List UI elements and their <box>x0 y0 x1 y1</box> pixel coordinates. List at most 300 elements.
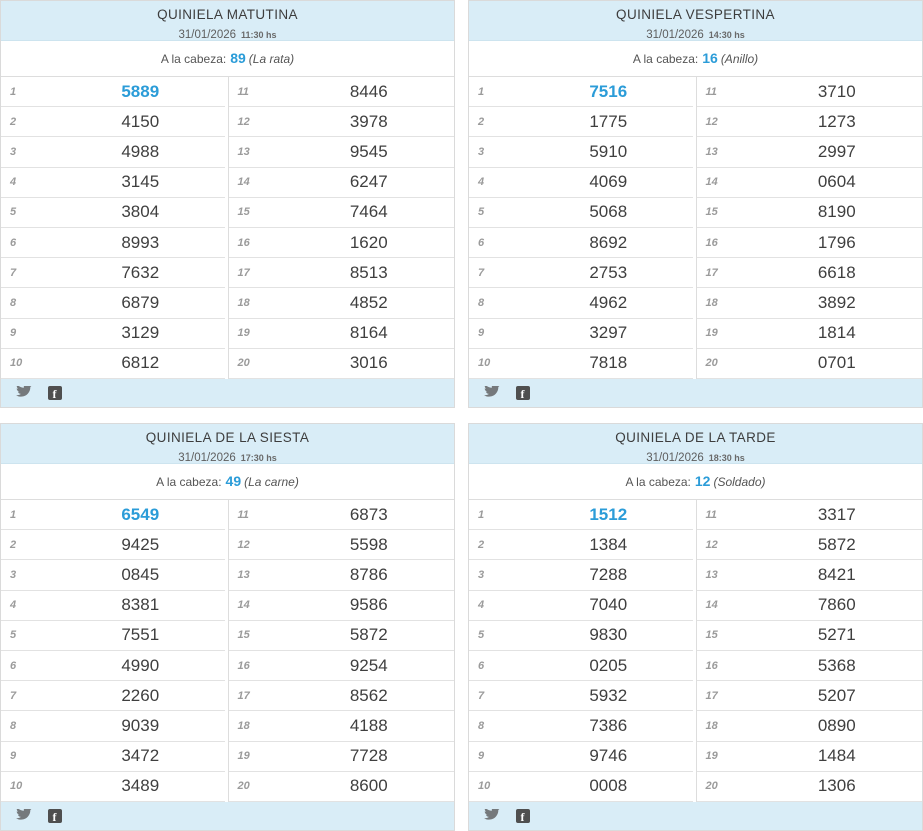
position-label: 13 <box>705 568 718 581</box>
position-label: 20 <box>705 780 718 793</box>
table-row <box>469 681 693 711</box>
draw-number: 1484 <box>817 746 856 766</box>
panel-header <box>1 1 454 41</box>
draw-number: 5068 <box>589 202 628 222</box>
draw-number: 3317 <box>817 504 856 524</box>
table-row <box>469 349 693 379</box>
position-label: 16 <box>237 236 250 249</box>
social-footer <box>469 379 922 407</box>
table-row <box>1 742 225 772</box>
draw-date: 31/01/2026 <box>178 29 237 41</box>
position-label: 8 <box>478 296 485 309</box>
position-label: 4 <box>10 176 17 189</box>
draw-number: 4188 <box>349 715 388 735</box>
draw-number: 8692 <box>589 232 628 252</box>
draw-number: 9545 <box>349 141 388 161</box>
results-column-11-20 <box>228 500 455 802</box>
position-label: 12 <box>237 538 250 551</box>
results-column-1-10 <box>1 500 225 802</box>
position-label: 5 <box>478 629 485 642</box>
draw-number: 1306 <box>817 776 856 796</box>
draw-number: 4069 <box>589 172 628 192</box>
draw-number: 5598 <box>349 534 388 554</box>
position-label: 5 <box>478 206 485 219</box>
draw-number: 8446 <box>349 81 388 101</box>
panel-title: QUINIELA DE LA TARDE <box>615 430 776 445</box>
position-label: 8 <box>10 719 17 732</box>
position-label: 6 <box>478 236 485 249</box>
draw-number: 7386 <box>589 715 628 735</box>
position-label: 3 <box>478 568 485 581</box>
position-label: 3 <box>478 145 485 158</box>
table-row <box>469 621 693 651</box>
facebook-icon[interactable] <box>516 809 530 823</box>
table-row <box>697 198 923 228</box>
position-label: 6 <box>478 659 485 672</box>
head-number-row <box>1 464 454 500</box>
twitter-icon[interactable] <box>16 809 32 822</box>
draw-number: 3892 <box>817 292 856 312</box>
draw-number: 3129 <box>121 323 160 343</box>
head-number-label: A la cabeza: <box>632 52 699 66</box>
table-row <box>229 560 455 590</box>
draw-number: 8786 <box>349 564 388 584</box>
position-label: 18 <box>705 719 718 732</box>
table-row <box>469 772 693 802</box>
table-row <box>697 349 923 379</box>
draw-number: 8600 <box>349 776 388 796</box>
position-label: 12 <box>237 115 250 128</box>
draw-number: 7516 <box>589 81 628 101</box>
position-label: 5 <box>10 206 17 219</box>
draw-number: 0845 <box>121 564 160 584</box>
table-row <box>1 651 225 681</box>
facebook-icon[interactable] <box>48 386 62 400</box>
table-row <box>469 168 693 198</box>
table-row <box>469 742 693 772</box>
draw-number: 1512 <box>589 504 628 524</box>
position-label: 10 <box>478 780 491 793</box>
position-label: 11 <box>705 508 717 521</box>
position-label: 2 <box>478 115 485 128</box>
draw-number: 6247 <box>349 172 388 192</box>
table-row <box>1 711 225 741</box>
draw-number: 6879 <box>121 292 160 312</box>
results-column-1-10 <box>469 77 693 379</box>
draw-number: 5910 <box>589 141 628 161</box>
draw-number: 6873 <box>349 504 388 524</box>
position-label: 2 <box>10 115 17 128</box>
table-row <box>229 651 455 681</box>
head-number-row <box>469 41 922 77</box>
draw-number: 5889 <box>121 81 160 101</box>
position-label: 20 <box>237 780 250 793</box>
head-number: 12 <box>694 473 711 489</box>
draw-number: 7288 <box>589 564 628 584</box>
draw-number: 9425 <box>121 534 160 554</box>
position-label: 15 <box>237 206 250 219</box>
table-row <box>229 107 455 137</box>
table-row <box>697 591 923 621</box>
table-row <box>229 168 455 198</box>
draw-number: 7551 <box>121 625 160 645</box>
position-label: 9 <box>10 750 17 763</box>
facebook-icon[interactable] <box>516 386 530 400</box>
draw-number: 3804 <box>121 202 160 222</box>
draw-number: 7040 <box>589 595 628 615</box>
table-row <box>697 107 923 137</box>
position-label: 11 <box>237 85 249 98</box>
draw-number: 3472 <box>121 746 160 766</box>
draw-time: 18:30 hs <box>708 453 745 463</box>
table-row <box>1 137 225 167</box>
results-column-11-20 <box>228 77 455 379</box>
panel-header <box>469 1 922 41</box>
head-animal-name: (La carne) <box>244 475 299 489</box>
panel-header <box>469 424 922 464</box>
table-row <box>697 772 923 802</box>
results-table <box>1 77 454 379</box>
draw-date: 31/01/2026 <box>646 29 704 41</box>
draw-date: 31/01/2026 <box>646 452 704 464</box>
position-label: 6 <box>10 236 17 249</box>
position-label: 20 <box>705 357 718 370</box>
draw-number: 1775 <box>589 111 628 131</box>
result-panel <box>0 0 455 408</box>
table-row <box>697 288 923 318</box>
table-row <box>697 500 923 530</box>
draw-number: 6549 <box>121 504 160 524</box>
head-number-row <box>469 464 922 500</box>
table-row <box>1 681 225 711</box>
facebook-icon[interactable] <box>48 809 62 823</box>
head-number: 16 <box>702 50 718 66</box>
draw-number: 2260 <box>121 685 160 705</box>
social-footer <box>1 802 454 830</box>
draw-number: 3016 <box>349 353 388 373</box>
table-row <box>229 742 455 772</box>
position-label: 16 <box>705 236 718 249</box>
draw-number: 1273 <box>817 111 856 131</box>
table-row <box>229 349 455 379</box>
table-row <box>229 681 455 711</box>
table-row <box>697 651 923 681</box>
table-row <box>1 772 225 802</box>
table-row <box>1 349 225 379</box>
table-row <box>469 228 693 258</box>
position-label: 10 <box>478 357 491 370</box>
table-row <box>697 228 923 258</box>
table-row <box>469 500 693 530</box>
head-number-label: A la cabeza: <box>625 475 691 489</box>
position-label: 18 <box>237 719 250 732</box>
table-row <box>697 681 923 711</box>
position-label: 5 <box>10 629 17 642</box>
table-row <box>229 772 455 802</box>
table-row <box>229 591 455 621</box>
position-label: 4 <box>10 599 17 612</box>
draw-time: 17:30 hs <box>240 453 277 463</box>
head-animal-name: (La rata) <box>248 52 295 66</box>
position-label: 18 <box>705 296 718 309</box>
draw-number: 4852 <box>349 292 388 312</box>
table-row <box>469 77 693 107</box>
draw-number: 1796 <box>817 232 856 252</box>
position-label: 13 <box>237 568 250 581</box>
table-row <box>697 168 923 198</box>
table-row <box>1 288 225 318</box>
table-row <box>469 711 693 741</box>
draw-time: 11:30 hs <box>241 30 277 40</box>
panel-title: QUINIELA VESPERTINA <box>616 7 775 22</box>
draw-number: 5207 <box>817 685 856 705</box>
table-row <box>697 621 923 651</box>
draw-number: 9830 <box>589 625 628 645</box>
draw-number: 3710 <box>817 81 856 101</box>
position-label: 3 <box>10 568 17 581</box>
table-row <box>1 107 225 137</box>
draw-number: 4150 <box>121 111 160 131</box>
draw-number: 9254 <box>349 655 388 675</box>
draw-number: 8190 <box>817 202 856 222</box>
facebook-icon-glyph: f <box>516 809 530 823</box>
result-panel <box>468 423 923 831</box>
draw-number: 1620 <box>349 232 388 252</box>
position-label: 13 <box>705 145 718 158</box>
draw-number: 4990 <box>121 655 160 675</box>
table-row <box>469 560 693 590</box>
table-row <box>1 319 225 349</box>
draw-number: 5271 <box>817 625 856 645</box>
position-label: 11 <box>705 85 717 98</box>
table-row <box>229 198 455 228</box>
draw-number: 0604 <box>817 172 856 192</box>
draw-date: 31/01/2026 <box>178 452 236 464</box>
table-row <box>469 198 693 228</box>
draw-number: 4962 <box>589 292 628 312</box>
position-label: 11 <box>237 508 249 521</box>
draw-number: 7818 <box>589 353 628 373</box>
position-label: 9 <box>478 750 485 763</box>
draw-number: 5932 <box>589 685 628 705</box>
table-row <box>697 560 923 590</box>
position-label: 15 <box>705 629 718 642</box>
draw-number: 4988 <box>121 141 160 161</box>
social-footer <box>469 802 922 830</box>
table-row <box>469 258 693 288</box>
table-row <box>697 742 923 772</box>
table-row <box>229 530 455 560</box>
position-label: 7 <box>10 266 17 279</box>
draw-number: 0701 <box>817 353 856 373</box>
position-label: 17 <box>237 266 250 279</box>
position-label: 12 <box>705 538 718 551</box>
table-row <box>697 319 923 349</box>
twitter-icon[interactable] <box>16 386 32 399</box>
table-row <box>229 319 455 349</box>
draw-number: 9746 <box>589 746 628 766</box>
table-row <box>1 560 225 590</box>
results-column-1-10 <box>469 500 693 802</box>
position-label: 14 <box>705 176 718 189</box>
facebook-icon-glyph: f <box>516 386 530 400</box>
draw-number: 8421 <box>817 564 856 584</box>
head-animal-name: (Anillo) <box>720 52 759 66</box>
table-row <box>469 137 693 167</box>
table-row <box>469 530 693 560</box>
results-column-11-20 <box>696 500 923 802</box>
head-animal-name: (Soldado) <box>713 475 766 489</box>
draw-number: 8164 <box>349 323 388 343</box>
position-label: 19 <box>237 750 250 763</box>
position-label: 14 <box>705 599 718 612</box>
position-label: 1 <box>478 85 485 98</box>
position-label: 8 <box>478 719 485 732</box>
panel-header <box>1 424 454 464</box>
draw-time: 14:30 hs <box>708 30 745 40</box>
table-row <box>469 288 693 318</box>
head-number-label: A la cabeza: <box>156 475 222 489</box>
position-label: 1 <box>10 508 17 521</box>
position-label: 14 <box>237 176 250 189</box>
draw-number: 5872 <box>349 625 388 645</box>
table-row <box>229 258 455 288</box>
draw-number: 3145 <box>121 172 160 192</box>
draw-number: 8513 <box>349 262 388 282</box>
results-table <box>469 500 922 802</box>
panel-title: QUINIELA DE LA SIESTA <box>145 430 310 445</box>
table-row <box>1 258 225 288</box>
position-label: 20 <box>237 357 250 370</box>
draw-number: 8381 <box>121 595 160 615</box>
draw-number: 9039 <box>121 715 160 735</box>
position-label: 19 <box>237 327 250 340</box>
position-label: 14 <box>237 599 250 612</box>
position-label: 16 <box>237 659 250 672</box>
facebook-icon-glyph: f <box>48 809 62 823</box>
position-label: 7 <box>478 266 485 279</box>
draw-number: 2997 <box>817 141 856 161</box>
table-row <box>697 77 923 107</box>
table-row <box>697 530 923 560</box>
draw-number: 7632 <box>121 262 160 282</box>
table-row <box>229 137 455 167</box>
table-row <box>697 137 923 167</box>
draw-number: 8993 <box>121 232 160 252</box>
results-column-1-10 <box>1 77 225 379</box>
position-label: 8 <box>10 296 17 309</box>
facebook-icon-glyph: f <box>48 386 62 400</box>
draw-number: 0008 <box>589 776 628 796</box>
position-label: 12 <box>705 115 718 128</box>
table-row <box>1 168 225 198</box>
position-label: 17 <box>705 689 718 702</box>
position-label: 9 <box>478 327 485 340</box>
table-row <box>697 711 923 741</box>
draw-number: 5368 <box>817 655 856 675</box>
table-row <box>229 500 455 530</box>
social-footer <box>1 379 454 407</box>
position-label: 10 <box>10 357 23 370</box>
position-label: 7 <box>478 689 485 702</box>
table-row <box>1 621 225 651</box>
position-label: 17 <box>237 689 250 702</box>
position-label: 15 <box>705 206 718 219</box>
draw-number: 1384 <box>589 534 628 554</box>
table-row <box>469 107 693 137</box>
draw-number: 3978 <box>349 111 388 131</box>
table-row <box>469 591 693 621</box>
result-panel <box>0 423 455 831</box>
table-row <box>469 651 693 681</box>
draw-number: 0205 <box>589 655 628 675</box>
position-label: 15 <box>237 629 250 642</box>
draw-number: 9586 <box>349 595 388 615</box>
position-label: 18 <box>237 296 250 309</box>
position-label: 4 <box>478 176 485 189</box>
head-number: 89 <box>230 50 246 66</box>
position-label: 7 <box>10 689 17 702</box>
twitter-icon[interactable] <box>484 386 500 399</box>
draw-number: 2753 <box>589 262 628 282</box>
position-label: 3 <box>10 145 17 158</box>
position-label: 1 <box>10 85 17 98</box>
position-label: 2 <box>478 538 485 551</box>
draw-number: 7860 <box>817 595 856 615</box>
position-label: 1 <box>478 508 485 521</box>
table-row <box>229 288 455 318</box>
position-label: 17 <box>705 266 718 279</box>
position-label: 16 <box>705 659 718 672</box>
table-row <box>1 591 225 621</box>
position-label: 19 <box>705 327 718 340</box>
draw-number: 7464 <box>349 202 388 222</box>
table-row <box>229 621 455 651</box>
table-row <box>1 530 225 560</box>
table-row <box>229 711 455 741</box>
draw-number: 3489 <box>121 776 160 796</box>
position-label: 4 <box>478 599 485 612</box>
draw-number: 1814 <box>817 323 856 343</box>
result-panel <box>468 0 923 408</box>
twitter-icon[interactable] <box>484 809 500 822</box>
table-row <box>697 258 923 288</box>
panel-title: QUINIELA MATUTINA <box>157 7 298 22</box>
results-column-11-20 <box>696 77 923 379</box>
results-table <box>1 500 454 802</box>
results-table <box>469 77 922 379</box>
table-row <box>1 198 225 228</box>
table-row <box>469 319 693 349</box>
position-label: 19 <box>705 750 718 763</box>
table-row <box>1 500 225 530</box>
draw-number: 6812 <box>121 353 160 373</box>
draw-number: 0890 <box>817 715 856 735</box>
draw-number: 7728 <box>349 746 388 766</box>
draw-number: 5872 <box>817 534 856 554</box>
position-label: 2 <box>10 538 17 551</box>
table-row <box>229 77 455 107</box>
draw-number: 6618 <box>817 262 856 282</box>
position-label: 9 <box>10 327 17 340</box>
table-row <box>229 228 455 258</box>
draw-number: 8562 <box>349 685 388 705</box>
position-label: 13 <box>237 145 250 158</box>
table-row <box>1 228 225 258</box>
head-number-row <box>1 41 454 77</box>
position-label: 6 <box>10 659 17 672</box>
table-row <box>1 77 225 107</box>
